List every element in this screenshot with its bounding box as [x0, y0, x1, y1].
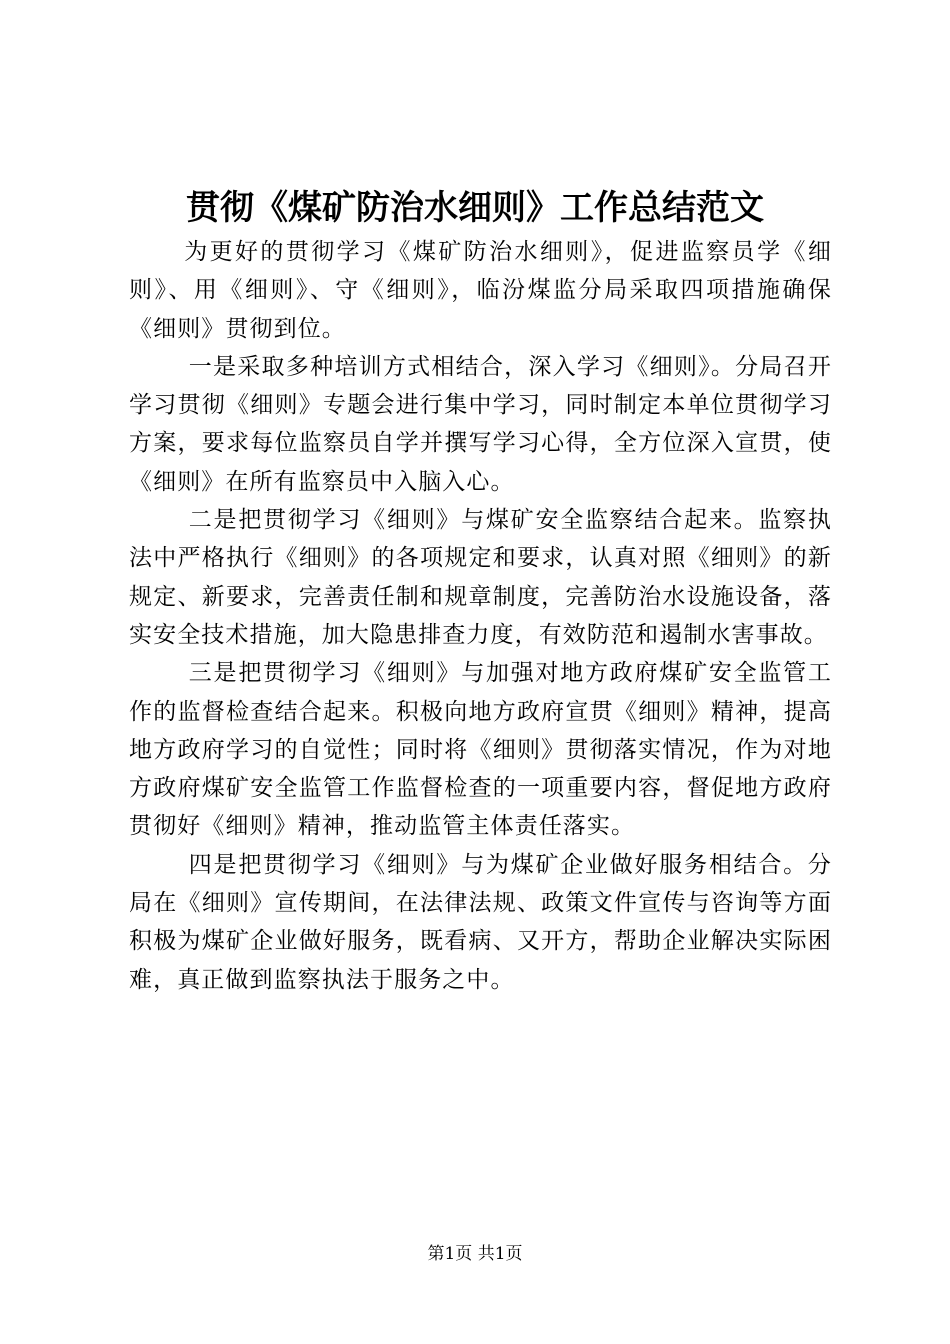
- page-footer: 第1页 共1页: [427, 1244, 523, 1264]
- paragraph-measure-2: 二是把贯彻学习《细则》与煤矿安全监察结合起来。监察执法中严格执行《细则》的各项规定和要求，认真对照《细则》的新规定、新要求，完善责任制和规章制度，完善防治水设施设备，落实安全技术措施，加大隐患排查力度，有效防范和遏制水害事故。: [129, 507, 832, 648]
- document-title: 贯彻《煤矿防治水细则》工作总结范文: [186, 188, 764, 228]
- paragraph-intro: 为更好的贯彻学习《煤矿防治水细则》，促进监察员学《细则》、用《细则》、守《细则》，临汾煤监分局采取四项措施确保《细则》贯彻到位。: [129, 239, 832, 342]
- paragraph-measure-3: 三是把贯彻学习《细则》与加强对地方政府煤矿安全监管工作的监督检查结合起来。积极向地方政府宣贯《细则》精神，提高地方政府学习的自觉性；同时将《细则》贯彻落实情况，作为对地方政府煤矿安全监管工作监督检查的一项重要内容，督促地方政府贯彻好《细则》精神，推动监管主体责任落实。: [129, 660, 832, 840]
- document-body: [129, 233, 832, 999]
- paragraph-measure-1: 一是采取多种培训方式相结合，深入学习《细则》。分局召开学习贯彻《细则》专题会进行集中学习，同时制定本单位贯彻学习方案，要求每位监察员自学并撰写学习心得，全方位深入宣贯，使《细则》在所有监察员中入脑入心。: [129, 353, 832, 495]
- paragraph-measure-4: 四是把贯彻学习《细则》与为煤矿企业做好服务相结合。分局在《细则》宣传期间，在法律法规、政策文件宣传与咨询等方面积极为煤矿企业做好服务，既看病、又开方，帮助企业解决实际困难，真正做到监察执法于服务之中。: [129, 851, 832, 993]
